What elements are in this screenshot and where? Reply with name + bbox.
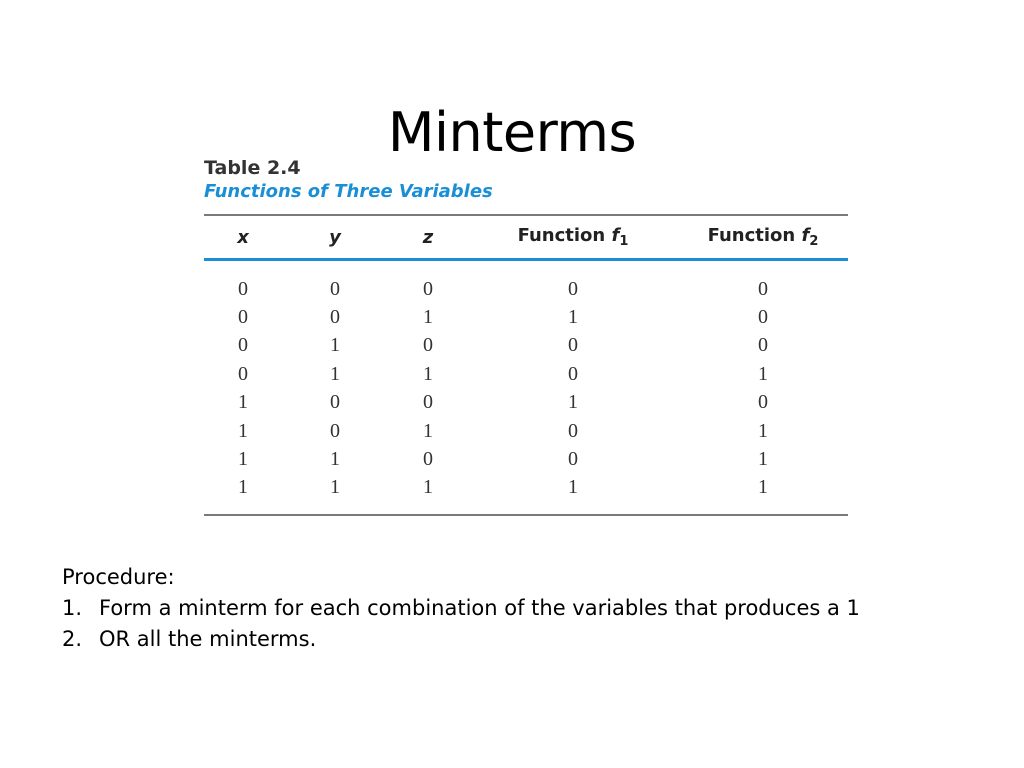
table-row: [204, 360, 848, 388]
cell-x: 1: [238, 391, 248, 414]
cell-f2: 0: [758, 391, 768, 414]
cell-x: 0: [238, 306, 248, 329]
table-row: [204, 332, 848, 360]
step-text: OR all the minterms.: [99, 627, 317, 651]
header-f1-var: f: [611, 225, 620, 246]
header-f1-prefix: Function: [517, 225, 606, 246]
table-row: [204, 303, 848, 331]
cell-f1: 0: [568, 334, 578, 357]
cell-f2: 0: [758, 277, 768, 300]
cell-z: 0: [423, 448, 433, 471]
cell-z: 0: [423, 277, 433, 300]
procedure-step: [62, 624, 860, 655]
cell-y: 1: [330, 362, 340, 385]
step-text: Form a minterm for each combination of the variables that produces a 1: [99, 596, 860, 620]
cell-x: 1: [238, 419, 248, 442]
table-caption: Functions of Three Variables: [204, 181, 493, 202]
cell-f2: 0: [758, 306, 768, 329]
cell-f2: 1: [758, 362, 768, 385]
cell-x: 0: [238, 334, 248, 357]
cell-z: 0: [423, 391, 433, 414]
truth-table: [204, 214, 848, 516]
cell-y: 0: [330, 419, 340, 442]
cell-f2: 1: [758, 419, 768, 442]
cell-z: 0: [423, 334, 433, 357]
cell-f1: 1: [568, 306, 578, 329]
procedure-heading: Procedure:: [62, 565, 175, 589]
cell-f2: 1: [758, 448, 768, 471]
cell-f2: 1: [678, 474, 848, 515]
procedure-steps: [62, 593, 860, 655]
cell-f1: 0: [568, 419, 578, 442]
table-row: [204, 260, 848, 304]
step-number: 2.: [62, 627, 83, 651]
table-row: [204, 474, 848, 515]
cell-y: 0: [330, 306, 340, 329]
cell-y: 1: [282, 474, 388, 515]
header-y: y: [282, 215, 388, 260]
header-function-f2: [678, 215, 848, 260]
cell-z: 1: [423, 306, 433, 329]
header-f2-prefix: Function: [707, 225, 796, 246]
cell-z: 1: [423, 362, 433, 385]
cell-f1: 1: [568, 391, 578, 414]
table-header-row: [204, 215, 848, 260]
cell-f1: 0: [568, 362, 578, 385]
cell-y: 0: [330, 391, 340, 414]
cell-y: 1: [330, 334, 340, 357]
step-number: 1.: [62, 596, 83, 620]
cell-x: 1: [204, 474, 282, 515]
truth-table-block: [204, 156, 848, 516]
cell-x: 0: [238, 277, 248, 300]
cell-z: 1: [423, 419, 433, 442]
table-row: [204, 417, 848, 445]
procedure-section: [62, 562, 860, 655]
header-x: x: [204, 215, 282, 260]
procedure-step: [62, 593, 860, 624]
cell-f1: 0: [568, 448, 578, 471]
table-label: Table 2.4: [204, 157, 301, 179]
slide-title: Minterms: [387, 101, 637, 165]
cell-f1: 1: [468, 474, 678, 515]
cell-f2: 0: [758, 334, 768, 357]
header-function-f1: [468, 215, 678, 260]
header-f1-sub: 1: [619, 234, 629, 249]
header-z: z: [388, 215, 468, 260]
table-row: [204, 445, 848, 473]
table-row: [204, 389, 848, 417]
cell-y: 1: [330, 448, 340, 471]
cell-x: 0: [238, 362, 248, 385]
cell-f1: 0: [568, 277, 578, 300]
header-f2-var: f: [801, 225, 810, 246]
cell-z: 1: [388, 474, 468, 515]
header-f2-sub: 2: [809, 234, 819, 249]
cell-y: 0: [330, 277, 340, 300]
cell-x: 1: [238, 448, 248, 471]
